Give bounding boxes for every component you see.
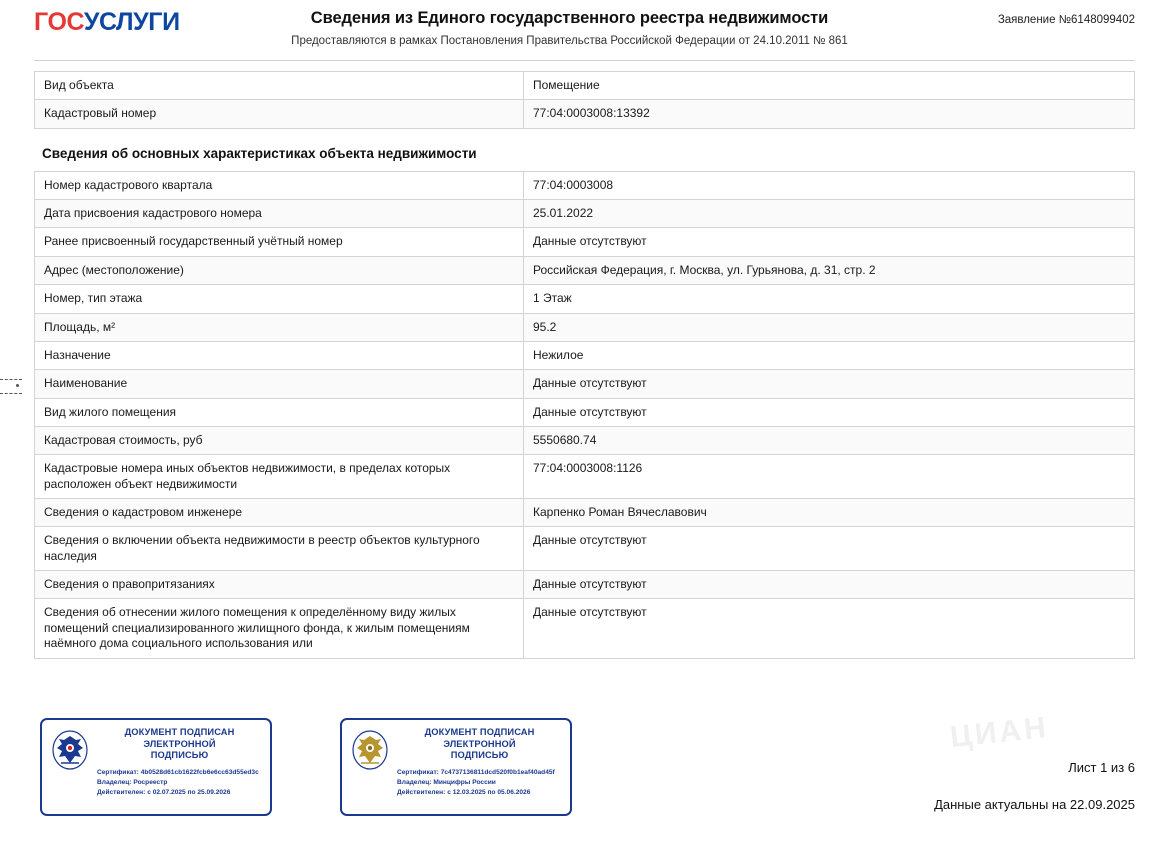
row-label: Сведения о правопритязаниях [35,571,524,599]
row-label: Площадь, м² [35,313,524,341]
characteristics-table [34,171,1135,659]
row-value: Данные отсутствуют [524,370,1135,398]
stamp-title-line2: ЭЛЕКТРОННОЙ [443,738,516,749]
row-value: Данные отсутствуют [524,228,1135,256]
table-row [35,398,1135,426]
stamp-details [97,768,262,798]
table-row [35,313,1135,341]
stamp-title-line2: ЭЛЕКТРОННОЙ [143,738,216,749]
row-value: 95.2 [524,313,1135,341]
row-value: Карпенко Роман Вячеславович [524,499,1135,527]
row-value: Помещение [524,72,1135,100]
signature-stamp-mincifry [340,718,572,816]
row-label: Кадастровая стоимость, руб [35,426,524,454]
stamp-title-line1: ДОКУМЕНТ ПОДПИСАН [424,727,535,737]
page-title: Сведения из Единого государственного реестра недвижимости [310,9,829,27]
table-row [35,285,1135,313]
document-footer [934,760,1135,812]
row-label: Сведения о кадастровом инженере [35,499,524,527]
stamp-certificate-label: Сертификат: [97,768,139,776]
stamp-validity-label: Действителен: [97,788,146,796]
row-label: Вид объекта [35,72,524,100]
object-summary-body [35,72,1135,129]
actual-date: Данные актуальны на 22.09.2025 [934,797,1135,812]
table-row [35,72,1135,100]
stamp-validity-value: с 02.07.2025 по 25.09.2026 [147,788,231,796]
section-title: Сведения об основных характеристиках объекта недвижимости [42,145,477,161]
row-value: Данные отсутствуют [524,571,1135,599]
row-label: Вид жилого помещения [35,398,524,426]
row-label: Дата присвоения кадастрового номера [35,200,524,228]
application-number: Заявление №6148099402 [997,14,1135,26]
stamp-owner-label: Владелец: [397,778,432,786]
eagle-emblem-icon [50,727,90,809]
row-value: 1 Этаж [524,285,1135,313]
table-row [35,455,1135,499]
table-row [35,571,1135,599]
table-row [35,171,1135,199]
stamp-validity-label: Действителен: [397,788,446,796]
row-label: Адрес (местоположение) [35,256,524,284]
row-value: 77:04:0003008:1126 [524,455,1135,499]
table-row [35,599,1135,658]
stamp-certificate-value: 7c4737136811dcd520f0b1eaf40ad45f [440,768,555,776]
crop-mark-dot [16,384,19,387]
stamp-body [397,727,562,809]
table-row [35,100,1135,128]
row-value: 5550680.74 [524,426,1135,454]
header-divider [34,60,1135,61]
row-label: Сведения о включении объекта недвижимости в реестр объектов культурного наследия [35,527,524,571]
row-value: Данные отсутствуют [524,599,1135,658]
row-value: Российская Федерация, г. Москва, ул. Гурьянова, д. 31, стр. 2 [524,256,1135,284]
stamp-title-line1: ДОКУМЕНТ ПОДПИСАН [124,727,235,737]
table-row [35,370,1135,398]
header-center [204,8,935,49]
stamp-title-line3: ПОДПИСЬЮ [450,750,509,761]
row-label: Кадастровый номер [35,100,524,128]
watermark-text: ЦИАН [948,710,1051,755]
stamp-certificate [97,768,262,778]
row-value: Нежилое [524,341,1135,369]
stamp-certificate-value: 4b0528d61cb1622fcb6e6cc63d55ed3c [140,768,259,776]
logo-uslugi-text: УСЛУГИ [83,8,180,36]
object-summary-table [34,71,1135,129]
table-row [35,341,1135,369]
document-header [34,0,1135,54]
stamp-details [397,768,562,798]
page-indicator: Лист 1 из 6 [1068,760,1135,775]
signature-stamps [40,718,572,816]
stamp-owner-value: Минцифры России [433,778,496,786]
stamp-validity [97,788,262,798]
row-label: Кадастровые номера иных объектов недвижимости, в пределах которых расположен объект недвижимости [35,455,524,499]
table-row [35,256,1135,284]
row-label: Наименование [35,370,524,398]
row-label: Номер, тип этажа [35,285,524,313]
table-row [35,426,1135,454]
crop-mark-top [0,379,22,380]
row-label: Ранее присвоенный государственный учётный номер [35,228,524,256]
stamp-owner [97,778,262,788]
table-row [35,228,1135,256]
stamp-body [97,727,262,809]
stamp-owner-value: Росреестр [133,778,168,786]
stamp-title [397,727,562,762]
row-value: 77:04:0003008:13392 [524,100,1135,128]
row-value: Данные отсутствуют [524,398,1135,426]
stamp-owner [397,778,562,788]
page-subtitle: Предоставляются в рамках Постановления Правительства Российской Федерации от 24.10.2011 № 861 [291,34,848,47]
row-label: Номер кадастрового квартала [35,171,524,199]
row-label: Назначение [35,341,524,369]
row-value: 25.01.2022 [524,200,1135,228]
signature-stamp-rosreestr [40,718,272,816]
characteristics-body [35,171,1135,658]
stamp-title-line3: ПОДПИСЬЮ [150,750,209,761]
table-row [35,527,1135,571]
row-label: Сведения об отнесении жилого помещения к определённому виду жилых помещений специализированного жилищного фонда, к жилым помещениям наёмного дома социального использования или [35,599,524,658]
table-row [35,499,1135,527]
eagle-emblem-icon [350,727,390,809]
crop-mark-bottom [0,393,22,394]
gosuslugi-logo [34,8,204,35]
row-value: Данные отсутствуют [524,527,1135,571]
stamp-validity-value: с 12.03.2025 по 05.06.2026 [447,788,531,796]
stamp-certificate [397,768,562,778]
stamp-owner-label: Владелец: [97,778,132,786]
logo-gos-text: ГОС [34,8,84,36]
stamp-title [97,727,262,762]
stamp-certificate-label: Сертификат: [397,768,439,776]
table-row [35,200,1135,228]
row-value: 77:04:0003008 [524,171,1135,199]
stamp-validity [397,788,562,798]
